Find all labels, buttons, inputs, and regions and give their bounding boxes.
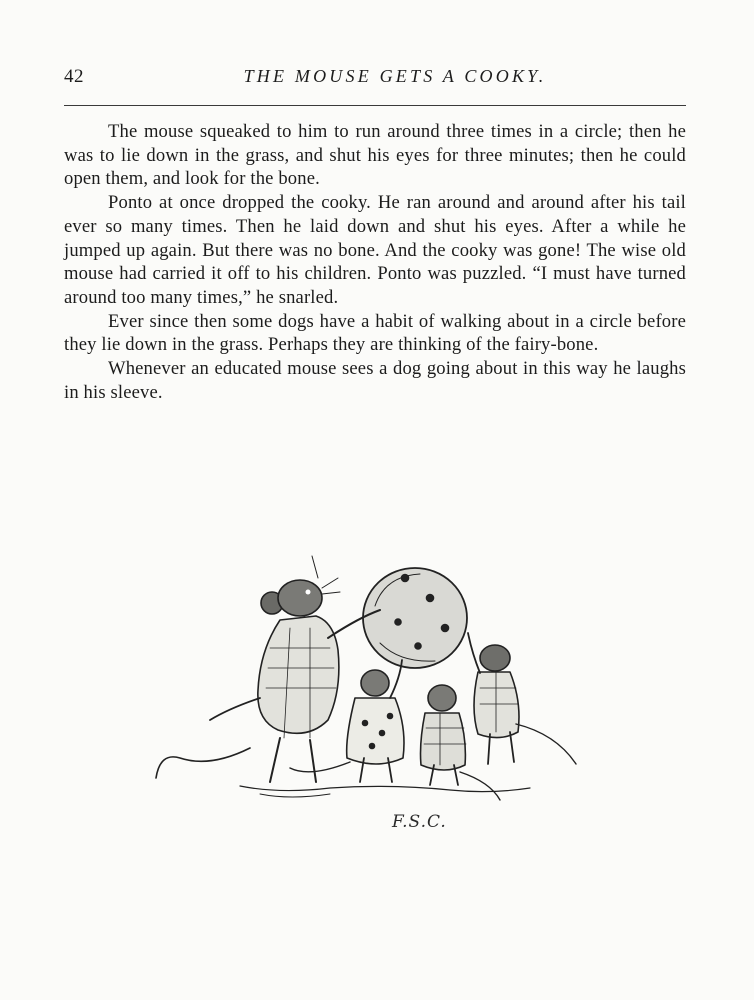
page-number: 42 <box>64 66 84 87</box>
artist-signature: F.S.C. <box>392 812 447 832</box>
page-header <box>64 62 686 92</box>
paragraph-3: Ever since then some dogs have a habit of walking about in a circle before they lie down in the grass. Perhaps they are thinking of the fairy-bone. <box>64 310 686 356</box>
header-rule <box>64 105 686 106</box>
paragraph-4: Whenever an educated mouse sees a dog going about in this way he laughs in his sleeve. <box>64 358 686 403</box>
paragraph-2: Ponto at once dropped the cooky. He ran around and around after his tail ever so many times. Then he laid down and shut his eyes. After a while he jumped up again. But there was no bone. And the cooky was gone! The wise old mouse had carried it off to his children. Ponto was puzzled. “I must have turned around too many times,” he snarled. <box>64 192 686 308</box>
running-title: THE MOUSE GETS A COOKY. <box>243 66 547 86</box>
mice-carrying-cooky-illustration <box>150 548 590 848</box>
illustration-drawing <box>150 548 590 848</box>
story-text <box>64 120 686 404</box>
paragraph-1: The mouse squeaked to him to run around three times in a circle; then he was to lie down in the grass, and shut his eyes for three minutes; then he could open them, and look for the bone. <box>64 121 686 190</box>
